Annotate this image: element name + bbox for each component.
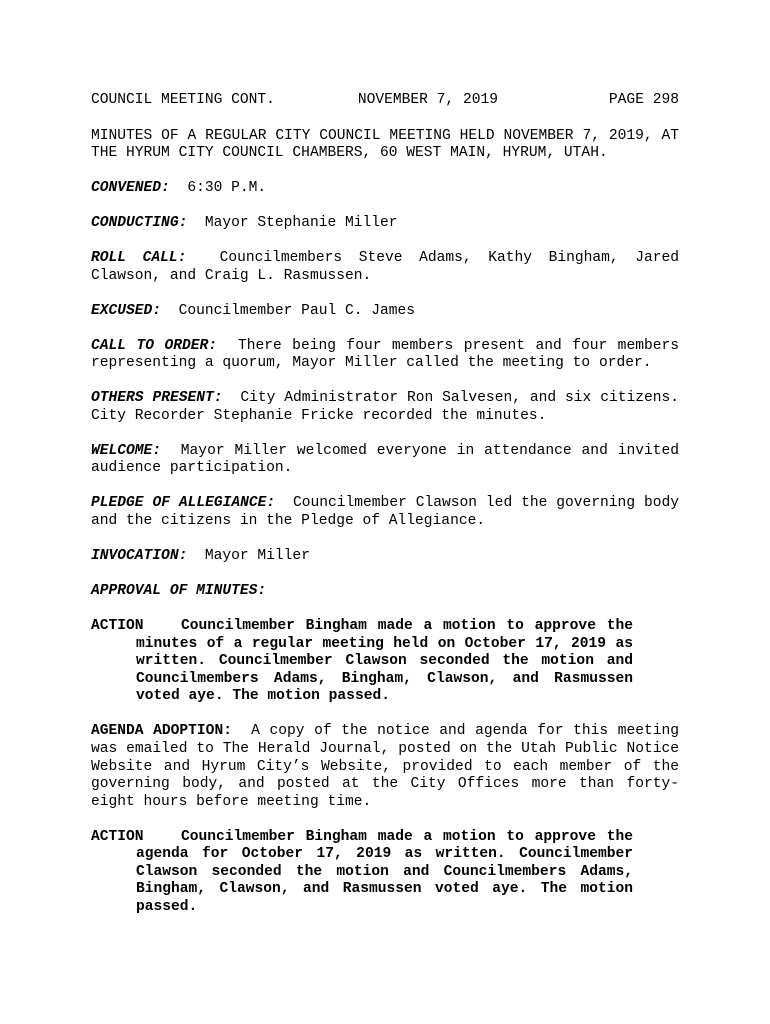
action-approve-agenda	[91, 829, 633, 917]
minutes-page	[91, 92, 679, 934]
excused-text: Councilmember Paul C. James	[178, 302, 416, 319]
agenda-adoption-text: A copy of the notice and agenda for this meeting was emailed to The Herald Journal, posted on the Utah Public Notice Website and Hyrum City’s Website, provided to each member of the governing body, and posted at the City Offices more than forty-eight hours before meeting time.	[91, 723, 680, 810]
conducting-label: CONDUCTING:	[91, 215, 188, 232]
welcome-label: WELCOME:	[91, 442, 162, 459]
roll-call-label: ROLL CALL:	[91, 250, 187, 267]
conducting-section	[91, 215, 679, 233]
invocation-section	[91, 548, 679, 566]
excused-label: EXCUSED:	[91, 302, 162, 319]
approval-of-minutes-section	[91, 583, 679, 601]
intro-paragraph: MINUTES OF A REGULAR CITY COUNCIL MEETING HELD NOVEMBER 7, 2019, AT THE HYRUM CITY COUNCIL CHAMBERS, 60 WEST MAIN, HYRUM, UTAH.	[91, 127, 679, 162]
pledge-label: PLEDGE OF ALLEGIANCE:	[91, 495, 276, 512]
others-present-text: City Administrator Ron Salvesen, and six citizens. City Recorder Stephanie Fricke recorded the minutes.	[91, 390, 680, 424]
conducting-text: Mayor Stephanie Miller	[204, 215, 398, 232]
others-present-section	[91, 390, 679, 425]
call-to-order-label: CALL TO ORDER:	[91, 337, 218, 354]
action-text: Councilmember Bingham made a motion to approve the agenda for October 17, 2019 as written. Councilmember Clawson seconded the motion and Councilmembers Adams, Bingham, Clawson, and Rasmussen voted aye. The motion passed.	[136, 828, 633, 916]
excused-section	[91, 303, 679, 321]
agenda-adoption-label: AGENDA ADOPTION:	[91, 723, 232, 740]
invocation-label: INVOCATION:	[91, 548, 188, 565]
welcome-section	[91, 443, 679, 478]
header-page-number: PAGE 298	[608, 92, 679, 108]
agenda-adoption-section	[91, 723, 679, 811]
approval-of-minutes-label: APPROVAL OF MINUTES:	[91, 583, 267, 599]
others-present-label: OTHERS PRESENT:	[91, 390, 223, 407]
convened-text: 6:30 P.M.	[187, 180, 267, 197]
header-date: NOVEMBER 7, 2019	[357, 92, 498, 108]
convened-section	[91, 180, 679, 198]
action-keyword: ACTION	[91, 617, 144, 634]
action-approve-minutes	[91, 618, 633, 706]
roll-call-section	[91, 250, 679, 285]
header-title: COUNCIL MEETING CONT.	[91, 92, 275, 108]
pledge-section	[91, 495, 679, 530]
page-header	[91, 92, 679, 110]
pledge-text: Councilmember Clawson led the governing body and the citizens in the Pledge of Allegiance.	[91, 495, 679, 530]
convened-label: CONVENED:	[91, 180, 170, 197]
invocation-text: Mayor Miller	[204, 548, 310, 565]
action-keyword: ACTION	[91, 828, 144, 845]
welcome-text: Mayor Miller welcomed everyone in attendance and invited audience participation.	[91, 442, 679, 477]
call-to-order-section	[91, 338, 679, 373]
roll-call-text: Councilmembers Steve Adams, Kathy Bingham, Jared Clawson, and Craig L. Rasmussen.	[91, 250, 680, 284]
call-to-order-text: There being four members present and four members representing a quorum, Mayor Miller called the meeting to order.	[91, 337, 679, 372]
action-text: Councilmember Bingham made a motion to approve the minutes of a regular meeting held on October 17, 2019 as written. Councilmember Clawson seconded the motion and Councilmembers Adams, Bingham, Clawson, and Rasmussen voted aye. The motion passed.	[136, 617, 633, 705]
